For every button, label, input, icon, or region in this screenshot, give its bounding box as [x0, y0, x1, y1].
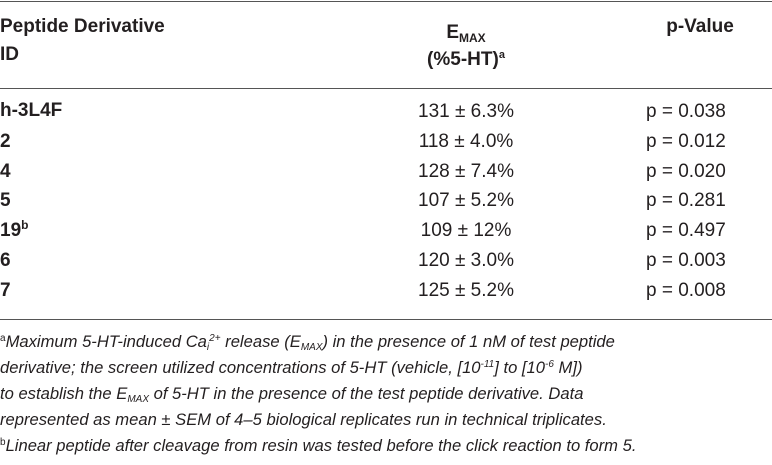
row-emax: 125 ± 5.2%: [418, 280, 514, 301]
row-p-value: p = 0.020: [646, 161, 726, 182]
row-emax: 109 ± 12%: [420, 220, 512, 241]
row-emax: 128 ± 7.4%: [418, 161, 514, 182]
row-emax: 107 ± 5.2%: [418, 190, 514, 211]
row-p-value: p = 0.012: [646, 131, 726, 152]
footnote-a-line-4: represented as mean ± SEM of 4–5 biological replicates run in technical triplicates.: [0, 410, 607, 429]
top-rule: [0, 1, 772, 2]
footnote-a-line-3: to establish the EMAX of 5-HT in the presence of the test peptide derivative. Data: [0, 384, 584, 405]
footnote-a-line-2: derivative; the screen utilized concentrations of 5-HT (vehicle, $[10^{-11}]$ to [$10^{-6}$ M]): [0, 358, 583, 377]
header-emax: $E_{MAX}$: [446, 22, 486, 45]
row-emax: 131 ± 6.3%: [418, 101, 514, 122]
row-id: h-3L4F: [0, 100, 63, 121]
row-id: 4: [0, 161, 11, 182]
header-p-value: p-Value: [666, 16, 734, 37]
row-emax: 120 ± 3.0%: [418, 250, 514, 271]
row-id: 2: [0, 131, 11, 152]
bottom-rule: [0, 319, 772, 320]
row-p-value: p = 0.038: [646, 101, 726, 122]
row-id: 6: [0, 250, 11, 271]
header-rule: [0, 88, 772, 89]
footnote-b: $^b$Linear peptide after cleavage from resin was tested before the click reaction to form 5.: [0, 436, 637, 455]
row-p-value: p = 0.281: [646, 190, 726, 211]
row-id: 5: [0, 190, 11, 211]
row-id: 7: [0, 280, 11, 301]
row-p-value: p = 0.497: [646, 220, 726, 241]
footnote-a-line-1: $^a$Maximum 5-HT-induced Cai$^{2+}$ release (EMAX) in the presence of 1 nM of test peptide: [0, 332, 615, 353]
header-percent-5ht: $(\%5-HT)^a$: [427, 49, 505, 70]
row-emax: 118 ± 4.0%: [418, 131, 514, 152]
header-peptide-derivative: Peptide Derivative: [0, 16, 165, 37]
row-p-value: p = 0.003: [646, 250, 726, 271]
header-id: ID: [0, 44, 19, 65]
row-p-value: p = 0.008: [646, 280, 726, 301]
row-id: 19$^b$: [0, 218, 29, 241]
